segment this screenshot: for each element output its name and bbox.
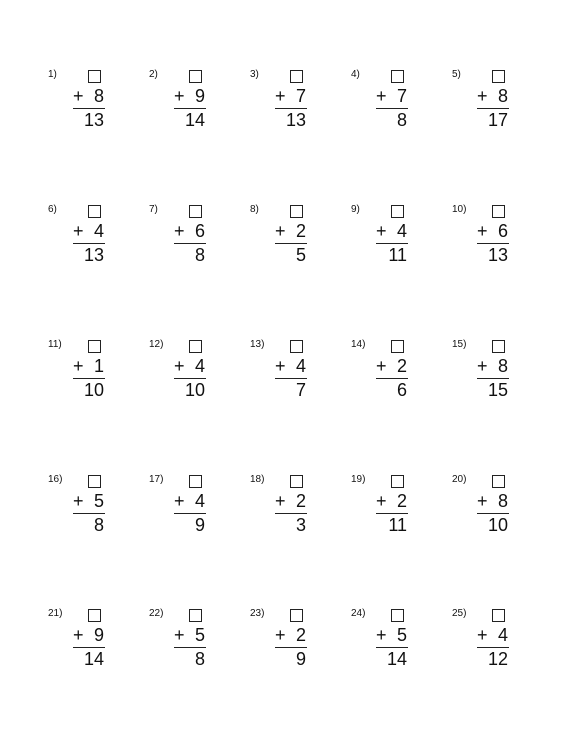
answer-box[interactable] — [290, 609, 303, 622]
plus-sign: + — [477, 356, 488, 376]
sum: 6 — [396, 380, 407, 400]
problem-number: 22) — [149, 608, 164, 619]
sum: 9 — [295, 649, 306, 669]
plus-sign: + — [73, 356, 84, 376]
answer-box[interactable] — [189, 475, 202, 488]
problem-number: 19) — [351, 474, 366, 485]
answer-box[interactable] — [88, 70, 101, 83]
problem-number: 25) — [452, 608, 467, 619]
problem — [149, 608, 229, 688]
addend: 1 — [93, 356, 104, 376]
answer-box[interactable] — [391, 609, 404, 622]
problem — [250, 608, 330, 688]
addend: 9 — [194, 86, 205, 106]
sum: 11 — [388, 245, 407, 265]
answer-box[interactable] — [492, 340, 505, 353]
problem — [48, 474, 128, 554]
addend: 2 — [396, 491, 407, 511]
answer-box[interactable] — [88, 340, 101, 353]
answer-box[interactable] — [492, 609, 505, 622]
addend: 2 — [295, 221, 306, 241]
sum: 13 — [83, 110, 104, 130]
problem-number: 24) — [351, 608, 366, 619]
plus-sign: + — [477, 221, 488, 241]
plus-sign: + — [275, 491, 286, 511]
plus-sign: + — [376, 625, 387, 645]
addend: 4 — [93, 221, 104, 241]
problem-number: 15) — [452, 339, 467, 350]
problem — [452, 608, 532, 688]
plus-sign: + — [477, 625, 488, 645]
plus-sign: + — [73, 86, 84, 106]
plus-sign: + — [477, 491, 488, 511]
problem — [48, 608, 128, 688]
problem — [452, 339, 532, 419]
plus-sign: + — [376, 86, 387, 106]
answer-box[interactable] — [290, 70, 303, 83]
answer-box[interactable] — [492, 70, 505, 83]
answer-box[interactable] — [290, 475, 303, 488]
problem — [250, 69, 330, 149]
addend: 2 — [396, 356, 407, 376]
problem — [351, 204, 431, 284]
problem-number: 13) — [250, 339, 265, 350]
sum: 12 — [487, 649, 508, 669]
problem — [250, 204, 330, 284]
plus-sign: + — [275, 356, 286, 376]
plus-sign: + — [376, 356, 387, 376]
answer-box[interactable] — [189, 609, 202, 622]
problem-number: 12) — [149, 339, 164, 350]
addend: 5 — [194, 625, 205, 645]
plus-sign: + — [174, 491, 185, 511]
problem — [351, 608, 431, 688]
problem-number: 10) — [452, 204, 467, 215]
sum: 11 — [388, 515, 407, 535]
problem-number: 3) — [250, 69, 259, 80]
addend: 8 — [497, 86, 508, 106]
problem — [250, 474, 330, 554]
answer-box[interactable] — [492, 205, 505, 218]
addend: 6 — [497, 221, 508, 241]
problem — [48, 204, 128, 284]
addend: 2 — [295, 625, 306, 645]
problem-number: 6) — [48, 204, 57, 215]
problem-number: 5) — [452, 69, 461, 80]
plus-sign: + — [174, 356, 185, 376]
answer-box[interactable] — [391, 475, 404, 488]
addend: 4 — [396, 221, 407, 241]
addend: 8 — [497, 491, 508, 511]
problem-number: 4) — [351, 69, 360, 80]
problem-number: 8) — [250, 204, 259, 215]
sum: 8 — [93, 515, 104, 535]
problem-number: 1) — [48, 69, 57, 80]
addend: 8 — [497, 356, 508, 376]
sum: 14 — [184, 110, 205, 130]
plus-sign: + — [275, 625, 286, 645]
plus-sign: + — [174, 86, 185, 106]
addend: 5 — [396, 625, 407, 645]
sum: 15 — [487, 380, 508, 400]
problem-number: 9) — [351, 204, 360, 215]
plus-sign: + — [174, 625, 185, 645]
sum: 8 — [396, 110, 407, 130]
problem — [351, 69, 431, 149]
problem — [452, 204, 532, 284]
sum: 3 — [295, 515, 306, 535]
problem — [351, 339, 431, 419]
answer-box[interactable] — [189, 340, 202, 353]
plus-sign: + — [174, 221, 185, 241]
addend: 7 — [396, 86, 407, 106]
problem-number: 17) — [149, 474, 164, 485]
sum: 13 — [285, 110, 306, 130]
problem-number: 16) — [48, 474, 63, 485]
addend: 5 — [93, 491, 104, 511]
problem — [48, 339, 128, 419]
addend: 6 — [194, 221, 205, 241]
sum: 5 — [295, 245, 306, 265]
sum: 14 — [83, 649, 104, 669]
problem-number: 21) — [48, 608, 63, 619]
problem-number: 14) — [351, 339, 366, 350]
sum: 7 — [295, 380, 306, 400]
problem — [149, 339, 229, 419]
problem-number: 7) — [149, 204, 158, 215]
problem — [452, 474, 532, 554]
sum: 10 — [83, 380, 104, 400]
answer-box[interactable] — [492, 475, 505, 488]
sum: 13 — [487, 245, 508, 265]
plus-sign: + — [73, 491, 84, 511]
problem — [149, 474, 229, 554]
sum: 13 — [83, 245, 104, 265]
sum: 17 — [487, 110, 508, 130]
problem — [48, 69, 128, 149]
problem-number: 11) — [48, 339, 62, 350]
sum: 10 — [184, 380, 205, 400]
problem — [149, 204, 229, 284]
answer-box[interactable] — [290, 205, 303, 218]
problem-number: 2) — [149, 69, 158, 80]
answer-box[interactable] — [88, 475, 101, 488]
answer-box[interactable] — [391, 340, 404, 353]
addend: 9 — [93, 625, 104, 645]
plus-sign: + — [376, 221, 387, 241]
answer-box[interactable] — [88, 609, 101, 622]
plus-sign: + — [376, 491, 387, 511]
answer-box[interactable] — [391, 205, 404, 218]
problem — [452, 69, 532, 149]
plus-sign: + — [73, 221, 84, 241]
answer-box[interactable] — [290, 340, 303, 353]
plus-sign: + — [275, 86, 286, 106]
problem — [149, 69, 229, 149]
sum: 10 — [487, 515, 508, 535]
plus-sign: + — [73, 625, 84, 645]
plus-sign: + — [275, 221, 286, 241]
answer-box[interactable] — [391, 70, 404, 83]
sum: 9 — [194, 515, 205, 535]
answer-box[interactable] — [88, 205, 101, 218]
problem-number: 20) — [452, 474, 467, 485]
problem-number: 23) — [250, 608, 265, 619]
answer-box[interactable] — [189, 205, 202, 218]
addend: 4 — [295, 356, 306, 376]
sum: 8 — [194, 649, 205, 669]
sum: 8 — [194, 245, 205, 265]
plus-sign: + — [477, 86, 488, 106]
addend: 8 — [93, 86, 104, 106]
addend: 4 — [194, 491, 205, 511]
answer-box[interactable] — [189, 70, 202, 83]
sum: 14 — [386, 649, 407, 669]
problem-number: 18) — [250, 474, 265, 485]
problem — [250, 339, 330, 419]
addend: 2 — [295, 491, 306, 511]
addend: 4 — [194, 356, 205, 376]
addend: 7 — [295, 86, 306, 106]
addend: 4 — [497, 625, 508, 645]
problem — [351, 474, 431, 554]
